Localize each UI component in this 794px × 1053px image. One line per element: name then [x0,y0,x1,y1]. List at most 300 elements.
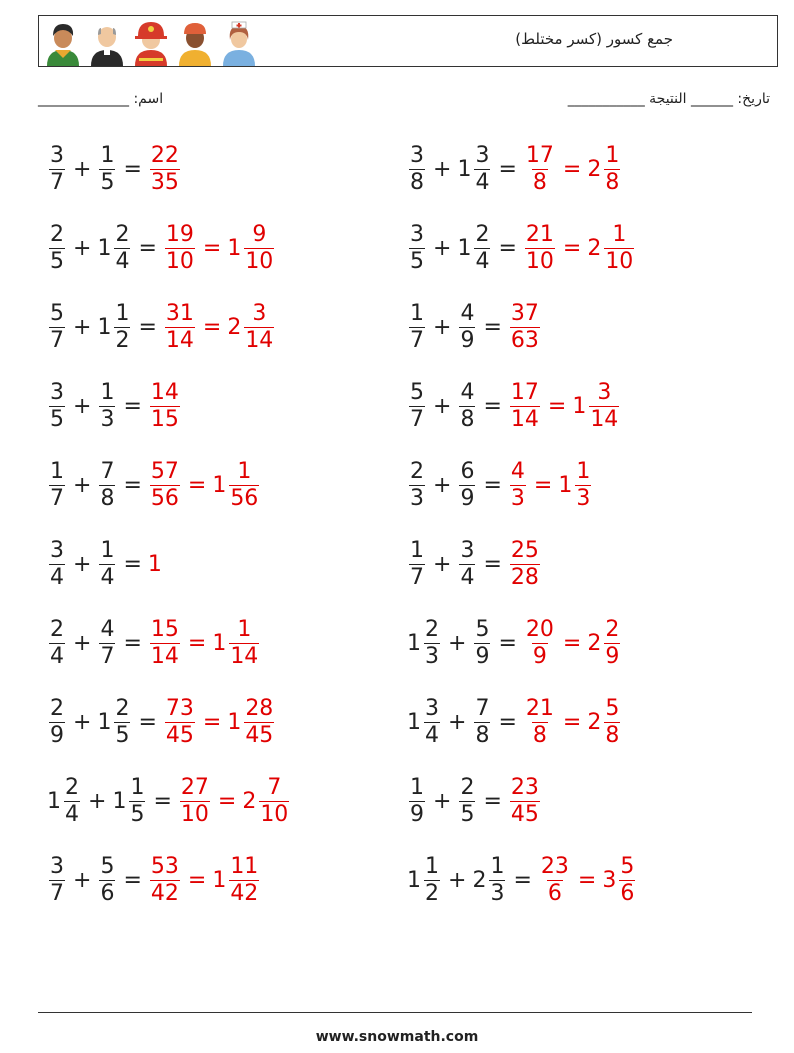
denominator: 4 [115,248,130,274]
fraction [148,144,182,195]
equals-sign: = [187,630,207,656]
problem-item [407,689,622,755]
numerator: 27 [180,774,209,800]
denominator: 45 [165,722,194,748]
fraction-stack [459,460,475,511]
fraction-stack [409,381,425,432]
answer [523,223,636,274]
denominator: 3 [425,643,439,669]
numerator: 1 [410,300,424,326]
mixed-number [407,618,442,669]
problem-item [407,531,542,597]
denominator: 7 [50,169,64,195]
denominator: 56 [230,485,259,511]
numerator: 2 [50,221,64,247]
numerator: 2 [50,616,64,642]
fraction [457,381,477,432]
denominator: 35 [150,169,179,195]
denominator: 14 [590,406,619,432]
fraction-stack [459,381,475,432]
numerator: 1 [612,221,627,247]
equals-sign: = [123,156,142,182]
whole-number: 1 [147,551,162,577]
problem-item [407,373,621,439]
equals-sign: = [577,867,597,893]
answer [523,618,622,669]
problem-item [407,768,542,834]
fraction-stack [510,539,540,590]
numerator: 4 [460,300,475,326]
whole-part: 2 [242,788,257,814]
numerator: 2 [115,221,130,247]
fraction [508,302,542,353]
equals-sign: = [562,709,582,735]
answer [508,776,542,827]
numerator: 1 [410,774,424,800]
denominator: 5 [50,406,64,432]
fraction [407,460,427,511]
denominator: 5 [50,248,64,274]
fraction-stack [150,460,180,511]
fraction-stack [525,697,555,748]
fraction [457,539,477,590]
equals-sign: = [562,156,582,182]
equals-sign: = [138,709,157,735]
denominator: 9 [460,327,475,353]
fraction-stack [474,618,490,669]
problem-item [47,373,182,439]
problem-item [47,215,276,281]
whole-part: 1 [97,709,112,735]
fraction-stack [424,618,440,669]
whole-part: 1 [457,235,472,261]
fraction [178,776,212,827]
fraction-stack [114,223,130,274]
fraction-stack [510,776,540,827]
fraction-stack [409,302,425,353]
whole-part: 1 [212,867,227,893]
denominator: 10 [260,801,289,827]
numerator: 2 [115,695,130,721]
fraction [457,776,477,827]
fraction-stack [409,776,425,827]
denominator: 8 [605,722,620,748]
equals-sign: = [187,472,207,498]
fraction-stack [150,855,180,906]
denominator: 45 [510,801,539,827]
fraction [97,460,117,511]
fraction-stack [114,302,130,353]
denominator: 6 [100,880,115,906]
plus-sign: + [73,235,92,261]
plus-sign: + [73,551,92,577]
fraction-stack [114,697,130,748]
whole-part: 2 [472,867,487,893]
answer [523,144,622,195]
plus-sign: + [433,472,452,498]
fraction-stack [525,223,555,274]
whole-part: 1 [97,314,112,340]
numerator: 5 [620,853,635,879]
denominator: 7 [100,643,115,669]
mixed-number [112,776,147,827]
equals-sign: = [202,314,222,340]
equals-sign: = [138,235,157,261]
numerator: 22 [150,142,179,168]
fraction-stack [64,776,80,827]
fraction-stack [459,539,475,590]
problem-item [47,768,291,834]
fraction-stack [619,855,635,906]
plus-sign: + [433,156,452,182]
numerator: 2 [605,616,620,642]
plus-sign: + [433,788,452,814]
fraction-stack [150,618,180,669]
numerator: 1 [100,537,115,563]
numerator: 4 [510,458,525,484]
numerator: 5 [50,300,64,326]
numerator: 3 [50,142,64,168]
denominator: 9 [475,643,490,669]
numerator: 19 [165,221,194,247]
mixed-number [227,223,276,274]
numerator: 1 [576,458,591,484]
numerator: 1 [100,142,115,168]
denominator: 4 [100,564,115,590]
mixed-number [457,144,492,195]
numerator: 23 [510,774,539,800]
equals-sign: = [153,788,172,814]
fraction [47,302,67,353]
denominator: 8 [410,169,424,195]
nurse-avatar-icon [219,18,259,66]
answer [163,223,276,274]
denominator: 14 [510,406,539,432]
mixed-number [407,855,442,906]
fraction-stack [49,460,65,511]
equals-sign: = [217,788,237,814]
fraction-stack [604,618,620,669]
mixed-number [587,618,622,669]
denominator: 8 [100,485,115,511]
fraction-stack [575,460,591,511]
whole-part: 1 [212,472,227,498]
denominator: 4 [460,564,475,590]
fraction [407,381,427,432]
plus-sign: + [73,709,92,735]
whole-part: 1 [227,235,242,261]
whole-part: 1 [558,472,573,498]
mixed-number [587,223,636,274]
denominator: 4 [475,169,490,195]
equals-sign: = [562,235,582,261]
mixed-number [558,460,593,511]
plus-sign: + [73,393,92,419]
fraction-stack [229,460,259,511]
denominator: 5 [100,169,115,195]
denominator: 3 [100,406,115,432]
fraction-stack [244,223,274,274]
fraction [163,697,197,748]
denominator: 5 [410,248,424,274]
fraction-stack [180,776,210,827]
fraction [47,697,67,748]
denominator: 4 [65,801,79,827]
answer [508,302,542,353]
fraction [148,618,182,669]
mixed-number [472,855,507,906]
avatar-row [43,18,259,66]
fraction-stack [150,381,180,432]
mixed-number [212,855,261,906]
numerator: 1 [237,616,252,642]
denominator: 7 [50,880,64,906]
denominator: 8 [605,169,620,195]
fraction-stack [99,855,115,906]
plus-sign: + [433,551,452,577]
worksheet-header [38,15,778,67]
equals-sign: = [498,709,517,735]
fraction [97,618,117,669]
fraction-stack [409,144,425,195]
denominator: 4 [50,643,64,669]
fraction [163,223,197,274]
problem-item [47,136,182,202]
denominator: 10 [605,248,634,274]
numerator: 1 [100,379,115,405]
denominator: 42 [150,880,179,906]
numerator: 1 [130,774,145,800]
equals-sign: = [202,709,222,735]
numerator: 2 [460,774,475,800]
whole-part: 1 [212,630,227,656]
fraction-stack [49,302,65,353]
denominator: 3 [410,485,424,511]
numerator: 1 [605,142,620,168]
numerator: 4 [460,379,475,405]
fraction [523,144,557,195]
denominator: 14 [230,643,259,669]
fraction [457,302,477,353]
fraction-stack [604,144,620,195]
answer [163,302,276,353]
fraction [47,144,67,195]
plus-sign: + [73,867,92,893]
numerator: 11 [230,853,259,879]
numerator: 28 [245,695,274,721]
whole-part: 2 [587,156,602,182]
equals-sign: = [187,867,207,893]
plus-sign: + [73,314,92,340]
whole-part: 1 [112,788,127,814]
fraction-stack [540,855,570,906]
equals-sign: = [483,788,502,814]
whole-part: 1 [47,788,61,814]
denominator: 9 [532,643,547,669]
denominator: 3 [510,485,525,511]
problem-item [47,452,261,518]
plus-sign: + [448,867,467,893]
fraction-stack [409,539,425,590]
fraction [148,855,182,906]
numerator: 25 [510,537,539,563]
whole-part: 1 [457,156,472,182]
numerator: 21 [525,695,554,721]
fraction [163,302,197,353]
answer [148,618,261,669]
equals-sign: = [123,867,142,893]
denominator: 2 [115,327,130,353]
mixed-number [212,460,261,511]
mixed-number [227,302,276,353]
denominator: 45 [245,722,274,748]
mixed-number [457,223,492,274]
denominator: 28 [510,564,539,590]
equals-sign: = [483,551,502,577]
denominator: 7 [410,327,424,353]
numerator: 3 [50,379,64,405]
numerator: 5 [475,616,490,642]
whole-part: 1 [97,235,112,261]
problem-item [407,610,622,676]
equals-sign: = [202,235,222,261]
numerator: 15 [150,616,179,642]
answer [508,460,593,511]
fraction-stack [474,223,490,274]
plus-sign: + [73,472,92,498]
denominator: 3 [576,485,591,511]
equals-sign: = [562,630,582,656]
denominator: 14 [165,327,194,353]
problem-item [407,847,637,913]
fraction-stack [99,144,115,195]
denominator: 14 [245,327,274,353]
equals-sign: = [483,314,502,340]
mixed-number [97,697,132,748]
denominator: 9 [50,722,64,748]
numerator: 7 [267,774,282,800]
fraction-stack [604,697,620,748]
fraction-stack [510,302,540,353]
denominator: 14 [150,643,179,669]
denominator: 8 [460,406,475,432]
equals-sign: = [498,156,517,182]
denominator: 7 [410,564,424,590]
student-avatar-icon [43,18,83,66]
fraction-stack [474,144,490,195]
fraction-stack [424,697,440,748]
fraction-stack [49,697,65,748]
fraction [47,618,67,669]
denominator: 9 [460,485,475,511]
fraction [148,460,182,511]
fraction-stack [589,381,619,432]
fraction-stack [165,697,195,748]
date-score-field: تاريخ: ______ النتيجة ___________ [567,91,770,107]
answer [508,539,542,590]
fraction [538,855,572,906]
mixed-number [227,697,276,748]
equals-sign: = [123,393,142,419]
answer [148,552,162,577]
fraction-stack [459,302,475,353]
denominator: 6 [547,880,562,906]
fraction-stack [409,460,425,511]
fraction [407,539,427,590]
numerator: 3 [252,300,267,326]
fraction [47,381,67,432]
fraction-stack [150,144,180,195]
equals-sign: = [123,630,142,656]
denominator: 5 [115,722,130,748]
mixed-number [587,144,622,195]
firefighter-avatar-icon [131,18,171,66]
plus-sign: + [448,709,467,735]
fraction-stack [244,302,274,353]
fraction [407,302,427,353]
fraction [47,539,67,590]
fraction-stack [424,855,440,906]
numerator: 3 [410,221,424,247]
fraction-stack [99,539,115,590]
numerator: 1 [50,458,64,484]
numerator: 17 [510,379,539,405]
mixed-number [407,697,442,748]
name-field: اسم: _____________ [38,91,164,107]
fraction [508,776,542,827]
numerator: 1 [115,300,130,326]
problem-item [407,294,542,360]
numerator: 5 [605,695,620,721]
denominator: 10 [165,248,194,274]
answer [148,381,182,432]
equals-sign: = [483,472,502,498]
fraction [97,381,117,432]
equals-sign: = [498,630,517,656]
fraction-stack [474,697,490,748]
denominator: 9 [410,801,424,827]
denominator: 8 [532,169,547,195]
plus-sign: + [448,630,467,656]
answer [148,460,261,511]
fraction [472,697,492,748]
numerator: 1 [410,537,424,563]
fraction-stack [99,618,115,669]
fraction-stack [49,144,65,195]
fraction-stack [409,223,425,274]
numerator: 17 [525,142,554,168]
whole-part: 2 [587,235,602,261]
equals-sign: = [123,472,142,498]
fraction-stack [244,697,274,748]
numerator: 7 [100,458,115,484]
mixed-number [47,776,82,827]
numerator: 7 [475,695,490,721]
numerator: 20 [525,616,554,642]
equals-sign: = [513,867,532,893]
denominator: 4 [475,248,490,274]
fraction-stack [49,618,65,669]
problem-item [47,294,276,360]
numerator: 3 [597,379,612,405]
denominator: 10 [180,801,209,827]
fraction-stack [49,223,65,274]
fraction [407,776,427,827]
denominator: 6 [620,880,635,906]
denominator: 2 [425,880,439,906]
denominator: 9 [605,643,620,669]
fraction [457,460,477,511]
